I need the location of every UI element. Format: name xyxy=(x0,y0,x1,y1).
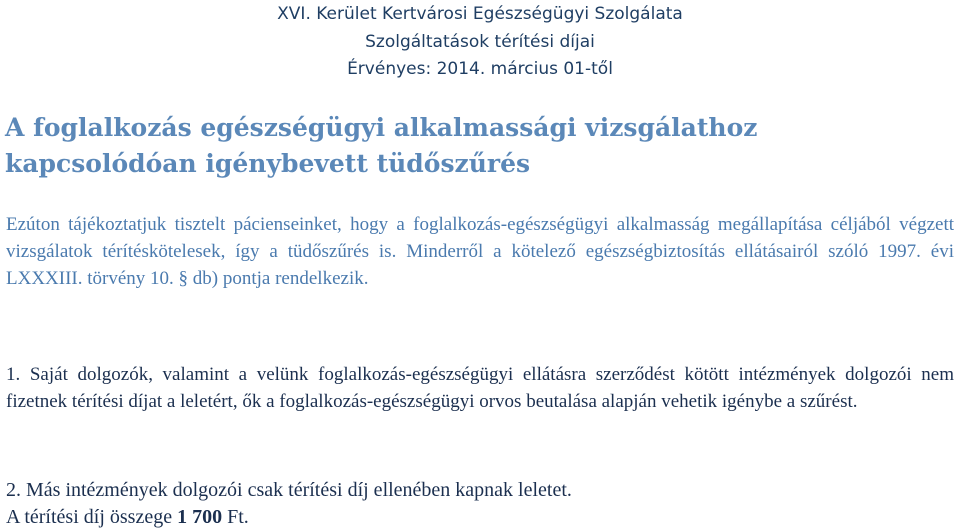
document-title: A foglalkozás egészségügyi alkalmassági vizsgálathoz kapcsolódóan igénybevett tüdőszűrés xyxy=(5,113,758,178)
point-1-paragraph: 1. Saját dolgozók, valamint a velünk foglalkozás-egészségügyi ellátásra szerződést kötött intézmények dolgozói nem fizetnek térítési díjat a leletért, ők a foglalkozás-egészségügyi orvos beutalása alapján vehetik igénybe a szűrést. xyxy=(6,364,954,412)
fee-currency: Ft. xyxy=(227,506,249,528)
point-2-line: 2. Más intézmények dolgozói csak térítési díj ellenében kapnak leletet. xyxy=(6,479,572,501)
fee-line xyxy=(6,504,249,531)
header-org-name: XVI. Kerület Kertvárosi Egészségügyi Szolgálata xyxy=(277,4,683,24)
header-subtitle: Szolgáltatások térítési díjai xyxy=(365,32,595,52)
header-validity: Érvényes: 2014. március 01-től xyxy=(347,59,613,79)
fee-prefix: A térítési díj összege xyxy=(6,506,173,528)
intro-paragraph: Ezúton tájékoztatjuk tisztelt pácienseinket, hogy a foglalkozás-egészségügyi alkalmasság megállapítása céljából végzett vizsgálatok térítéskötelesek, így a tüdőszűrés is. Minderről a kötelező egészségbiztosítás ellátásairól szóló 1997. évi LXXXIII. törvény 10. § db) pontja rendelkezik. xyxy=(6,214,954,289)
fee-amount: 1 700 xyxy=(177,506,223,528)
